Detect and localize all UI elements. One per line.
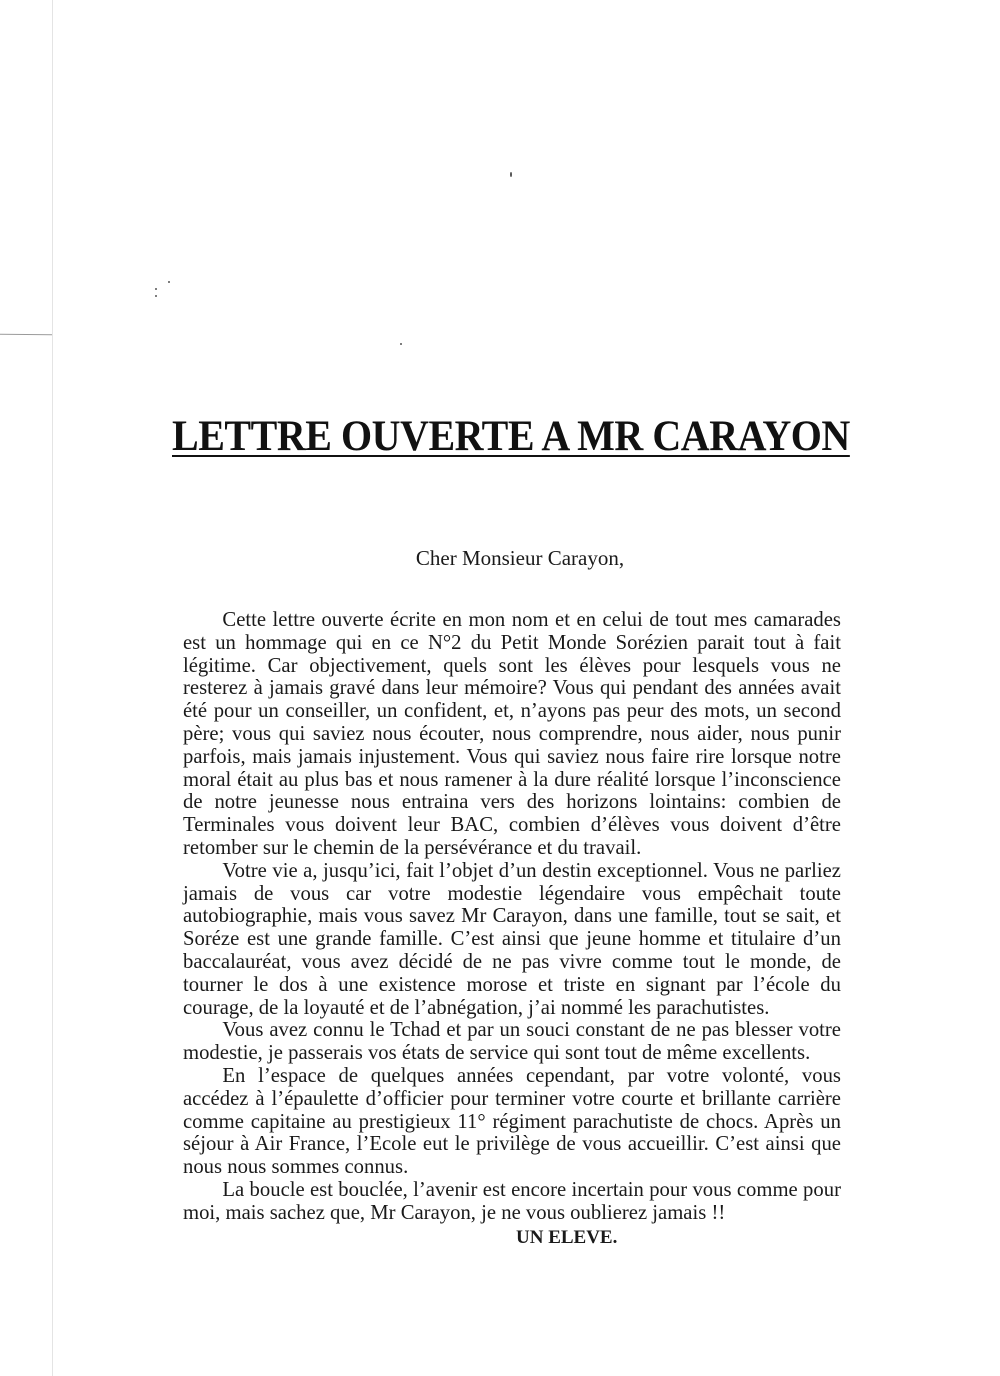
letter-paragraph: Votre vie a, jusqu’ici, fait l’objet d’un destin exceptionnel. Vous ne parliez jamais de vous car votre modestie légendaire vous empêchait toute autobiographie, mais vous savez Mr Carayon, dans une famille, tout se sait, et Soréze est une grande famille. C’est ainsi que jeune homme et titulaire d’un baccalauréat, vous avez décidé de ne pas vivre comme tout le monde, de tourner le dos à une existence morose et triste en signant par l’école du courage, de la loyauté et de l’abnégation, j’ai nommé les parachutistes.: [183, 857, 841, 1019]
scan-edge-mark: [0, 334, 52, 336]
letter-paragraph: Cette lettre ouverte écrite en mon nom et en celui de tout mes camarades est un hommage qui en ce N°2 du Petit Monde Sorézien parait tout à fait légitime. Car objectivement, quels sont les élèves pour lesquels vous ne resterez à jamais gravé dans leur mémoire? Vous qui pendant des années avait été pour un conseiller, un confident, et, n’ayons pas peur des mots, un second père; vous qui saviez nous écouter, nous comprendre, nous aider, nous punir parfois, mais jamais injustement. Vous qui saviez nous faire rire lorsque notre moral était au plus bas et nous ramener à la dure réalité lorsque l’inconscience de notre jeunesse nous entraina vers des horizons lointains: combien de Terminales vous doivent leur BAC, combien d’élèves vous doivent d’être retomber sur le chemin de la persévérance et du travail.: [183, 607, 841, 859]
letter-title: LETTRE OUVERTE A MR CARAYON: [172, 412, 850, 460]
letter-body: [183, 608, 841, 1224]
scan-speck: [168, 281, 170, 283]
scan-speck: [155, 295, 157, 297]
signature: UN ELEVE.: [516, 1227, 618, 1248]
scan-speck: [400, 343, 402, 345]
letter-paragraph: La boucle est bouclée, l’avenir est encore incertain pour vous comme pour moi, mais sachez que, Mr Carayon, je ne vous oublierez jamais !!: [183, 1176, 841, 1224]
scan-speck: [510, 172, 512, 177]
letter-paragraph: En l’espace de quelques années cependant, par votre volonté, vous accédez à l’épaulette d’officier pour terminer votre courte et brillante carrière comme capitaine au prestigieux 11° régiment parachutiste de chocs. Après un séjour à Air France, l’Ecole eut le privilège de vous accueillir. C’est ainsi que nous nous sommes connus.: [183, 1062, 841, 1179]
scan-speck: [155, 288, 157, 290]
salutation: Cher Monsieur Carayon,: [415, 546, 625, 570]
scan-edge-line: [52, 0, 53, 1376]
letter-paragraph: Vous avez connu le Tchad et par un souci constant de ne pas blesser votre modestie, je passerais vos états de service qui sont tout de même excellents.: [183, 1017, 841, 1065]
